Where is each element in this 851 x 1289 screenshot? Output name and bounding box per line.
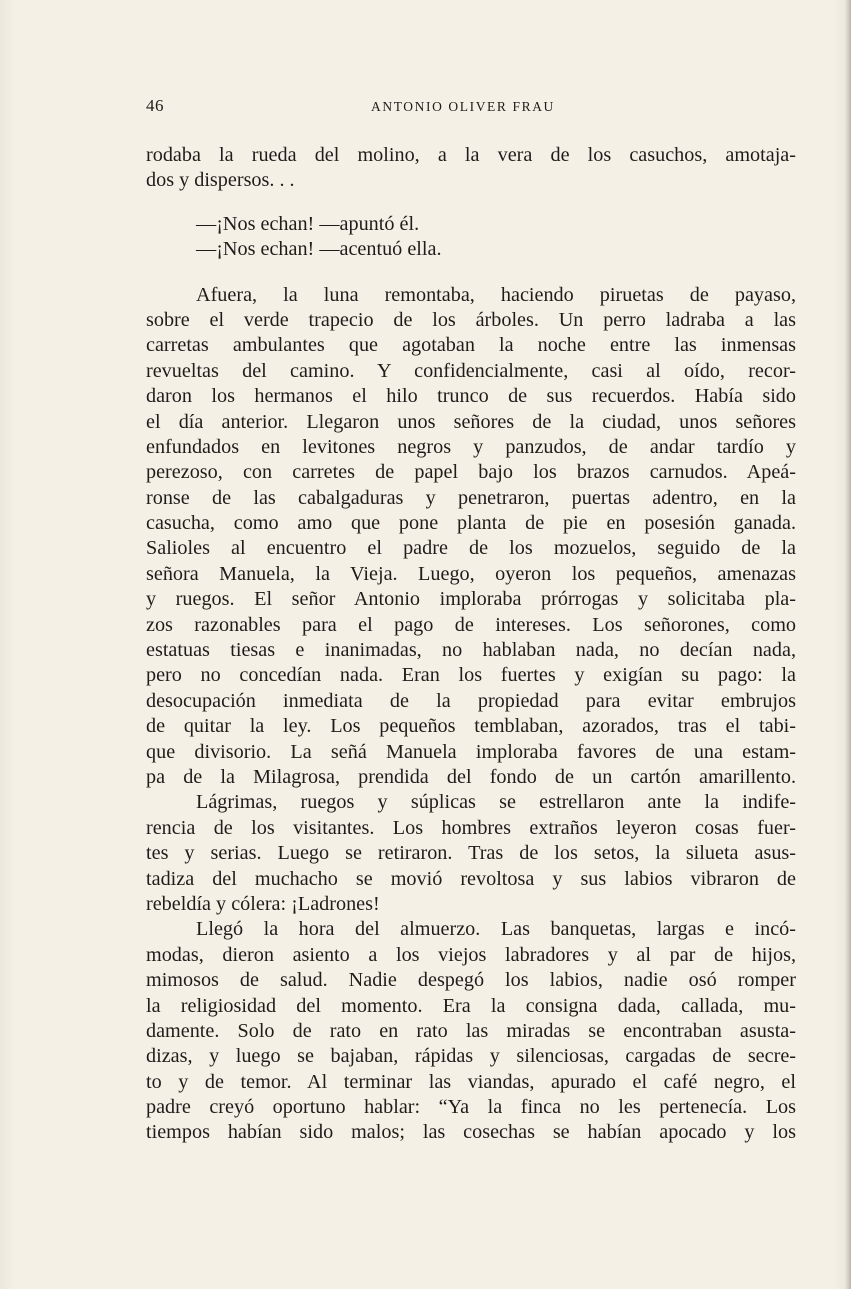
paragraph-first-line: Lágrimas, ruegos y súplicas se estrellaron ante la indife- xyxy=(196,791,796,814)
body-text xyxy=(146,143,796,1146)
paragraph-first-line: Llegó la hora del almuerzo. Las banquetas, largas e incó- xyxy=(196,918,796,941)
text-line: tes y serias. Luego se retiraron. Tras de los setos, la silueta asus- xyxy=(146,842,796,865)
text-line: Salioles al encuentro el padre de los mozuelos, seguido de la xyxy=(146,537,796,560)
text-line: to y de temor. Al terminar las viandas, apurado el café negro, el xyxy=(146,1070,796,1093)
text-line: desocupación inmediata de la propiedad para evitar embrujos xyxy=(146,689,796,712)
text-line: sobre el verde trapecio de los árboles. Un perro ladraba a las xyxy=(146,308,796,331)
page-header xyxy=(146,96,796,120)
text-line: casucha, como amo que pone planta de pie en posesión ganada. xyxy=(146,512,796,535)
text-line: dizas, y luego se bajaban, rápidas y silenciosas, cargadas de secre- xyxy=(146,1045,796,1068)
text-line: la religiosidad del momento. Era la consigna dada, callada, mu- xyxy=(146,994,796,1017)
text-line: que divisorio. La señá Manuela imploraba favores de una estam- xyxy=(146,740,796,763)
page-number: 46 xyxy=(146,96,164,115)
text-line: tiempos habían sido malos; las cosechas se habían apocado y los xyxy=(146,1121,796,1144)
text-line: mimosos de salud. Nadie despegó los labios, nadie osó romper xyxy=(146,969,796,992)
text-line: tadiza del muchacho se movió revoltosa y sus labios vibraron de xyxy=(146,867,796,890)
text-line: señora Manuela, la Vieja. Luego, oyeron los pequeños, amenazas xyxy=(146,562,796,585)
page-edge-shadow xyxy=(845,0,851,1289)
text-line: padre creyó oportuno hablar: “Ya la finca no les pertenecía. Los xyxy=(146,1096,796,1119)
text-line: perezoso, con carretes de papel bajo los brazos carnudos. Apeá- xyxy=(146,461,796,484)
text-line: pa de la Milagrosa, prendida del fondo de un cartón amarillento. xyxy=(146,765,796,788)
text-line: el día anterior. Llegaron unos señores de la ciudad, unos señores xyxy=(146,410,796,433)
running-head: ANTONIO OLIVER FRAU xyxy=(371,99,555,114)
text-line: ronse de las cabalgaduras y penetraron, puertas adentro, en la xyxy=(146,486,796,509)
text-line: carretas ambulantes que agotaban la noche entre las inmensas xyxy=(146,334,796,357)
text-line: de quitar la ley. Los pequeños temblaban, azorados, tras el tabi- xyxy=(146,715,796,738)
text-line: rebeldía y cólera: ¡Ladrones! xyxy=(146,892,380,915)
text-line: rodaba la rueda del molino, a la vera de los casuchos, amotaja- xyxy=(146,144,796,166)
text-line: dos y dispersos. . . xyxy=(146,169,295,192)
text-line: estatuas tiesas e inanimadas, no hablaban nada, no decían nada, xyxy=(146,639,796,662)
text-line: pero no concedían nada. Eran los fuertes y exigían su pago: la xyxy=(146,664,796,687)
text-line: rencia de los visitantes. Los hombres extraños leyeron cosas fuer- xyxy=(146,816,796,839)
dialogue-line: —¡Nos echan! —apuntó él. xyxy=(196,212,420,235)
paragraph-first-line: Afuera, la luna remontaba, haciendo piruetas de payaso, xyxy=(196,283,796,306)
text-line: daron los hermanos el hilo trunco de sus recuerdos. Había sido xyxy=(146,385,796,408)
text-line: zos razonables para el pago de intereses. Los señorones, como xyxy=(146,613,796,636)
dialogue-line: —¡Nos echan! —acentuó ella. xyxy=(196,238,442,261)
text-line: y ruegos. El señor Antonio imploraba prórrogas y solicitaba pla- xyxy=(146,588,796,611)
text-line: modas, dieron asiento a los viejos labradores y al par de hijos, xyxy=(146,943,796,966)
text-line: damente. Solo de rato en rato las miradas se encontraban asusta- xyxy=(146,1019,796,1042)
text-line: revueltas del camino. Y confidencialmente, casi al oído, recor- xyxy=(146,359,796,382)
text-line: enfundados en levitones negros y panzudos, de andar tardío y xyxy=(146,435,796,458)
